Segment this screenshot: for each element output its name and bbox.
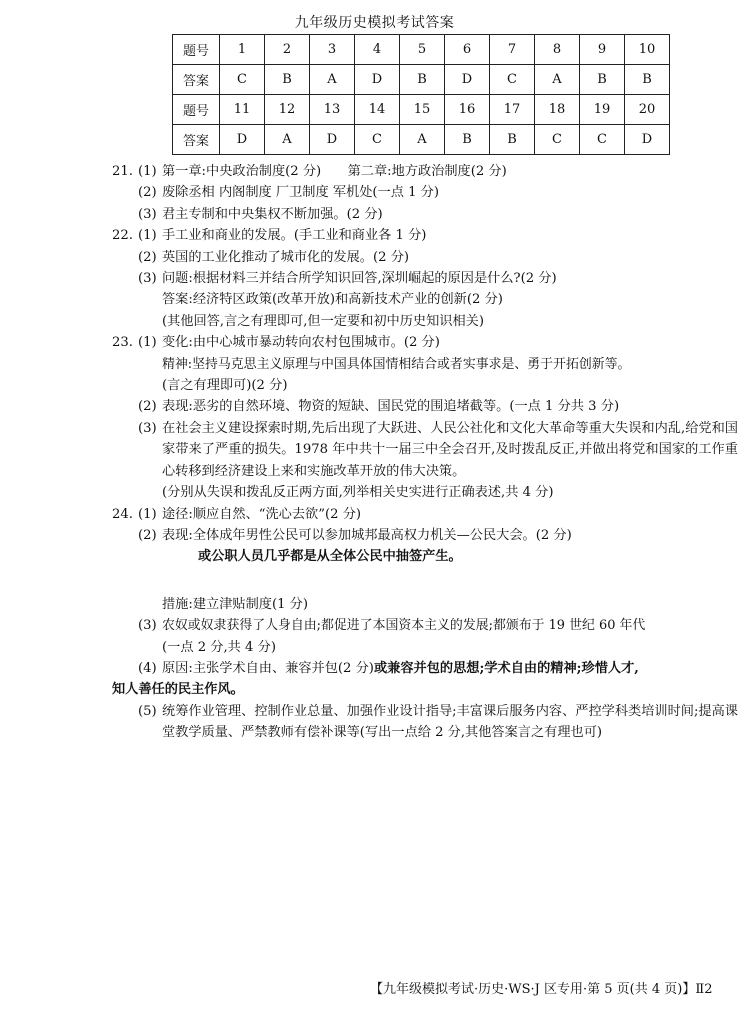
table-cell: 9 xyxy=(580,35,625,65)
table-cell: A xyxy=(265,125,310,155)
table-cell: 1 xyxy=(220,35,265,65)
answer-text: 君主专制和中央集权不断加强。(2 分) xyxy=(162,206,383,222)
table-cell: 10 xyxy=(625,35,670,65)
table-cell: B xyxy=(580,65,625,95)
table-cell: 4 xyxy=(355,35,400,65)
answer-text: 措施:建立津贴制度(1 分) xyxy=(162,596,309,612)
answer-text: 废除丞相 内阁制度 厂卫制度 军机处(一点 1 分) xyxy=(162,185,440,201)
sub-number: (3) xyxy=(138,206,157,222)
sub-number: (3) xyxy=(138,618,157,634)
answer-text: 英国的工业化推动了城市化的发展。(2 分) xyxy=(162,249,410,265)
answer-text: 途径:顺应自然、“洗心去欲”(2 分) xyxy=(162,506,362,522)
answer-content xyxy=(112,161,738,744)
answer-text: 精神:坚持马克思主义原理与中国具体国情相结合或者实事求是、勇于开拓创新等。 xyxy=(162,356,631,372)
question-23 xyxy=(112,332,738,503)
answer-text: 在社会主义建设探索时期,先后出现了大跃进、人民公社化和文化大革命等重大失误和内乱,给党和国家带来了严重的损失。1978 年中共十一届三中全会召开,及时拨乱反正,并做出将党和国家的工作重心转移到经济建设上来和实施改革开放的伟大决策。 xyxy=(162,420,738,479)
table-cell: 5 xyxy=(400,35,445,65)
table-cell: C xyxy=(490,65,535,95)
answer-text: 农奴或奴隶获得了人身自由;都促进了本国资本主义的发展;都颁布于 19 世纪 60 年代 xyxy=(162,618,646,634)
answer-text-bold: 或兼容并包的思想;学术自由的精神;珍惜人才, xyxy=(373,660,639,676)
answer-table xyxy=(172,34,670,155)
answer-text-bold: 或公职人员几乎都是从全体公民中抽签产生。 xyxy=(198,549,462,565)
table-cell: D xyxy=(625,125,670,155)
table-cell: C xyxy=(535,125,580,155)
table-row xyxy=(173,35,670,65)
question-number: 23. xyxy=(112,335,133,351)
table-cell: 13 xyxy=(310,95,355,125)
sub-number: (2) xyxy=(138,527,157,543)
sub-number: (2) xyxy=(138,249,157,265)
sub-number: (4) xyxy=(138,660,157,676)
answer-text: 变化:由中心城市暴动转向农村包围城市。(2 分) xyxy=(162,335,440,351)
answer-text: 问题:根据材料三并结合所学知识回答,深圳崛起的原因是什么?(2 分) xyxy=(162,271,557,287)
page-footer: 【九年级模拟考试·历史·WS·J 区专用·第 5 页(共 4 页)】Ⅱ2 xyxy=(370,982,713,997)
question-number: 22. xyxy=(112,228,133,244)
answer-note: (一点 2 分,共 4 分) xyxy=(162,639,276,655)
answer-text: 表现:全体成年男性公民可以参加城邦最高权力机关—公民大会。(2 分) xyxy=(162,527,572,543)
table-cell: 14 xyxy=(355,95,400,125)
sub-number: (1) xyxy=(138,335,157,351)
answer-note: (其他回答,言之有理即可,但一定要和初中历史知识相关) xyxy=(162,313,484,329)
table-cell: A xyxy=(400,125,445,155)
table-cell: B xyxy=(490,125,535,155)
sub-number: (1) xyxy=(138,228,157,244)
table-header-cell: 题号 xyxy=(173,95,220,125)
table-cell: C xyxy=(220,65,265,95)
table-cell: 6 xyxy=(445,35,490,65)
table-cell: 16 xyxy=(445,95,490,125)
answer-note: (分别从失误和拨乱反正两方面,列举相关史实进行正确表述,共 4 分) xyxy=(162,485,554,501)
table-cell: B xyxy=(400,65,445,95)
answer-text: 手工业和商业的发展。(手工业和商业各 1 分) xyxy=(162,228,427,244)
table-cell: D xyxy=(355,65,400,95)
answer-text: 第一章:中央政治制度(2 分) 第二章:地方政治制度(2 分) xyxy=(162,164,507,179)
sub-number: (3) xyxy=(138,271,157,287)
answer-text: 答案:经济特区政策(改革开放)和高新技术产业的创新(2 分) xyxy=(162,292,503,308)
table-cell: 18 xyxy=(535,95,580,125)
table-cell: 7 xyxy=(490,35,535,65)
sub-number: (1) xyxy=(138,506,157,522)
question-number: 24. xyxy=(112,506,133,522)
table-cell: 3 xyxy=(310,35,355,65)
question-21 xyxy=(112,161,738,225)
table-row xyxy=(173,95,670,125)
table-cell: 17 xyxy=(490,95,535,125)
table-row xyxy=(173,65,670,95)
table-cell: D xyxy=(310,125,355,155)
table-cell: 15 xyxy=(400,95,445,125)
sub-number: (2) xyxy=(138,185,157,201)
table-cell: D xyxy=(220,125,265,155)
page-title: 九年级历史模拟考试答案 xyxy=(294,15,455,31)
table-cell: B xyxy=(265,65,310,95)
table-header-cell: 答案 xyxy=(173,65,220,95)
sub-number: (2) xyxy=(138,399,157,415)
sub-number: (3) xyxy=(138,420,157,436)
table-cell: A xyxy=(535,65,580,95)
table-cell: 19 xyxy=(580,95,625,125)
answer-note: (言之有理即可)(2 分) xyxy=(162,378,288,394)
table-cell: D xyxy=(445,65,490,95)
answer-text: 表现:恶劣的自然环境、物资的短缺、国民党的围追堵截等。(一点 1 分共 3 分) xyxy=(162,399,620,415)
question-24 xyxy=(112,504,738,744)
table-cell: 11 xyxy=(220,95,265,125)
question-number: 21. xyxy=(112,164,133,179)
table-cell: C xyxy=(355,125,400,155)
table-header-cell: 题号 xyxy=(173,35,220,65)
answer-text-bold: 知人善任的民主作风。 xyxy=(112,682,244,698)
table-row xyxy=(173,125,670,155)
table-header-cell: 答案 xyxy=(173,125,220,155)
sub-number: (1) xyxy=(138,164,157,179)
sub-number: (5) xyxy=(138,703,157,719)
table-cell: 20 xyxy=(625,95,670,125)
table-cell: 2 xyxy=(265,35,310,65)
answer-text: 统筹作业管理、控制作业总量、加强作业设计指导;丰富课后服务内容、严控学科类培训时间;提高课堂教学质量、严禁教师有偿补课等(写出一点给 2 分,其他答案言之有理也可) xyxy=(162,703,738,741)
answer-text: 原因:主张学术自由、兼容并包(2 分) xyxy=(162,660,374,676)
table-cell: C xyxy=(580,125,625,155)
table-cell: A xyxy=(310,65,355,95)
table-cell: B xyxy=(625,65,670,95)
table-cell: 8 xyxy=(535,35,580,65)
table-cell: B xyxy=(445,125,490,155)
question-22 xyxy=(112,225,738,332)
table-cell: 12 xyxy=(265,95,310,125)
